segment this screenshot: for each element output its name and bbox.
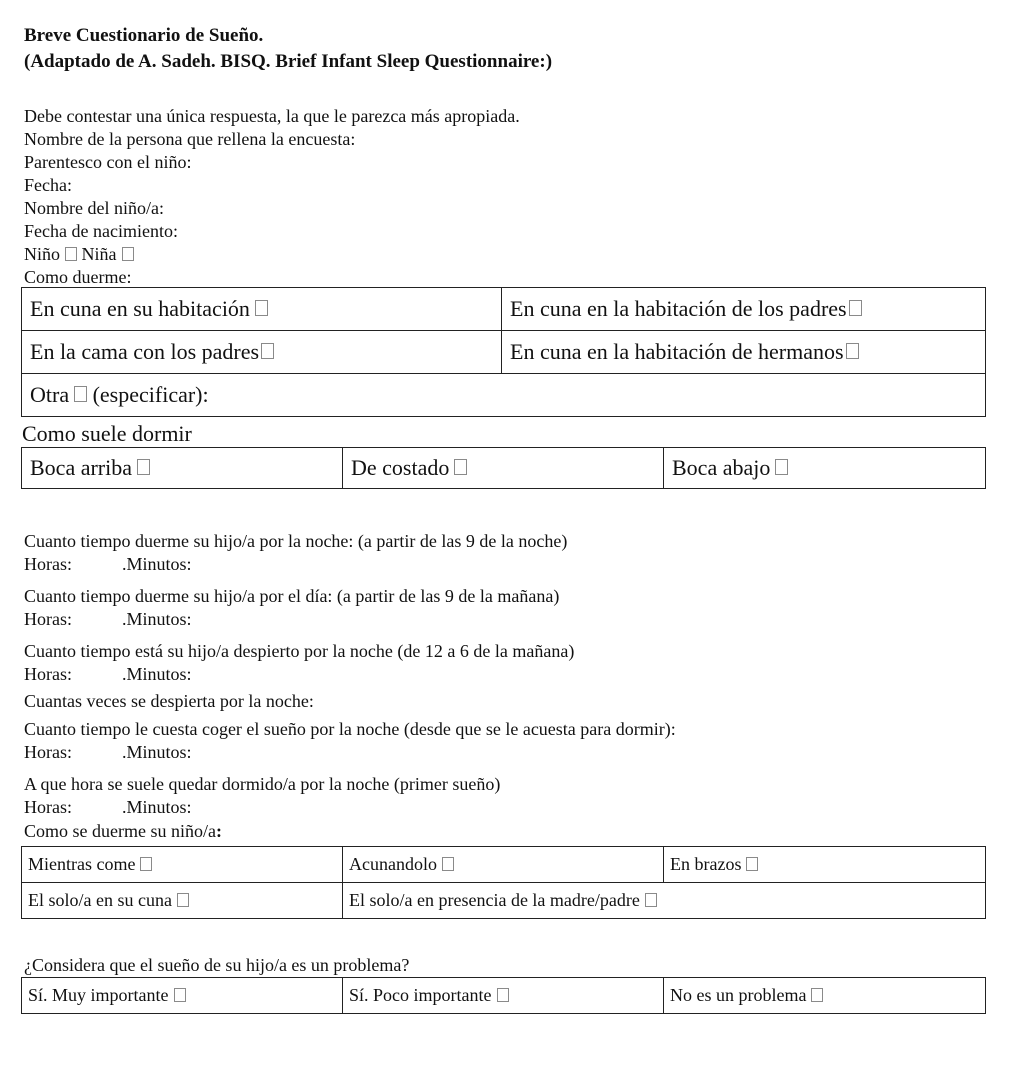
fall-asleep-time-question: A que hora se suele quedar dormido/a por la noche (primer sueño): [24, 774, 501, 794]
day-sleep-question: Cuanto tiempo duerme su hijo/a por el día: (a partir de las 9 de la mañana): [24, 586, 560, 606]
how-falls-asleep-label: Como se duerme su niño/a:: [24, 821, 222, 841]
option-own-room-crib[interactable]: En cuna en su habitación: [22, 288, 502, 331]
option-siblings-room-crib[interactable]: En cuna en la habitación de hermanos: [502, 331, 986, 374]
other-checkbox[interactable]: [74, 386, 87, 402]
wake-count-question: Cuantas veces se despierta por la noche:: [24, 691, 314, 711]
fall-asleep-time: Horas: .Minutos:: [24, 797, 192, 817]
option-minor[interactable]: Sí. Poco importante: [343, 978, 664, 1014]
on-side-checkbox[interactable]: [454, 459, 467, 475]
option-on-side[interactable]: De costado: [343, 448, 664, 489]
in-arms-checkbox[interactable]: [746, 857, 758, 871]
option-parents-bed[interactable]: En la cama con los padres: [22, 331, 502, 374]
option-other[interactable]: Otra (especificar):: [22, 374, 986, 417]
problem-question: ¿Considera que el sueño de su hijo/a es un problema?: [24, 955, 410, 975]
gender-boy-label: Niño: [24, 244, 60, 264]
rocking-checkbox[interactable]: [442, 857, 454, 871]
while-eating-checkbox[interactable]: [140, 857, 152, 871]
form-title: Breve Cuestionario de Sueño.: [24, 25, 264, 46]
respondent-name-label: Nombre de la persona que rellena la encuesta:: [24, 129, 356, 149]
sleep-latency-time: Horas: .Minutos:: [24, 742, 192, 762]
gender-boy-checkbox[interactable]: [65, 247, 77, 261]
parents-bed-checkbox[interactable]: [261, 343, 274, 359]
birth-date-label: Fecha de nacimiento:: [24, 221, 178, 241]
problem-table: [21, 977, 986, 1014]
alone-with-parent-checkbox[interactable]: [645, 893, 657, 907]
relationship-label: Parentesco con el niño:: [24, 152, 192, 172]
own-room-crib-checkbox[interactable]: [255, 300, 268, 316]
option-alone-crib[interactable]: El solo/a en su cuna: [22, 883, 343, 919]
very-important-checkbox[interactable]: [174, 988, 186, 1002]
option-not-problem[interactable]: No es un problema: [664, 978, 986, 1014]
siblings-room-crib-checkbox[interactable]: [846, 343, 859, 359]
position-heading: Como suele dormir: [22, 421, 192, 446]
option-in-arms[interactable]: En brazos: [664, 847, 986, 883]
option-alone-with-parent[interactable]: El solo/a en presencia de la madre/padre: [343, 883, 986, 919]
option-while-eating[interactable]: Mientras come: [22, 847, 343, 883]
option-parents-room-crib[interactable]: En cuna en la habitación de los padres: [502, 288, 986, 331]
option-rocking[interactable]: Acunandolo: [343, 847, 664, 883]
awake-night-time: Horas: .Minutos:: [24, 664, 192, 684]
awake-night-question: Cuanto tiempo está su hijo/a despierto por la noche (de 12 a 6 de la mañana): [24, 641, 575, 661]
night-sleep-question: Cuanto tiempo duerme su hijo/a por la noche: (a partir de las 9 de la noche): [24, 531, 568, 551]
gender-girl-label: Niña: [81, 244, 117, 264]
child-name-label: Nombre del niño/a:: [24, 198, 164, 218]
date-label: Fecha:: [24, 175, 72, 195]
option-on-back[interactable]: Boca arriba: [22, 448, 343, 489]
parents-room-crib-checkbox[interactable]: [849, 300, 862, 316]
where-sleeps-table: [21, 287, 986, 417]
form-subtitle: (Adaptado de A. Sadeh. BISQ. Brief Infant Sleep Questionnaire:): [24, 51, 553, 72]
sleep-latency-question: Cuanto tiempo le cuesta coger el sueño por la noche (desde que se le acuesta para dormir):: [24, 719, 676, 739]
minor-checkbox[interactable]: [497, 988, 509, 1002]
on-stomach-checkbox[interactable]: [775, 459, 788, 475]
not-problem-checkbox[interactable]: [811, 988, 823, 1002]
option-very-important[interactable]: Sí. Muy importante: [22, 978, 343, 1014]
gender-row: [24, 243, 134, 265]
on-back-checkbox[interactable]: [137, 459, 150, 475]
option-on-stomach[interactable]: Boca abajo: [664, 448, 986, 489]
how-sleeps-label: Como duerme:: [24, 267, 132, 287]
instruction-text: Debe contestar una única respuesta, la que le parezca más apropiada.: [24, 106, 520, 126]
falls-asleep-table: [21, 846, 986, 919]
gender-girl-checkbox[interactable]: [122, 247, 134, 261]
day-sleep-time: Horas: .Minutos:: [24, 609, 192, 629]
alone-crib-checkbox[interactable]: [177, 893, 189, 907]
position-table: [21, 447, 986, 489]
night-sleep-time: Horas: .Minutos:: [24, 554, 192, 574]
